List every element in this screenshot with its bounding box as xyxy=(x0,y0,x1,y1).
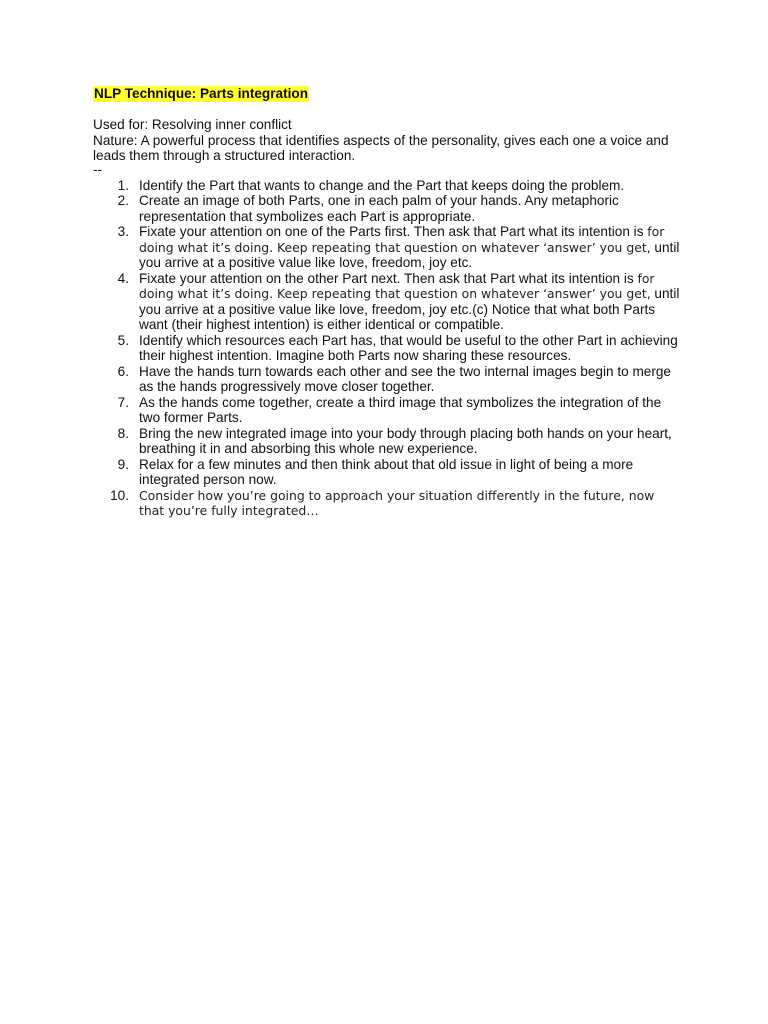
separator: -- xyxy=(93,161,103,177)
list-item xyxy=(93,178,683,194)
step-text xyxy=(139,224,683,271)
step-text-part: until you arrive at a positive value like love, freedom, joy etc.(c) Notice that what both Parts want (their highest intention) is either identical or compatible. xyxy=(139,286,680,332)
step-text: As the hands come together, create a third image that symbolizes the integration of the two former Parts. xyxy=(139,394,662,425)
used-for-line: Used for: Resolving inner conflict xyxy=(93,117,292,132)
step-text: Bring the new integrated image into your body through placing both hands on your heart, breathing it in and absorbing this whole new experience. xyxy=(139,425,672,456)
step-text: Consider how you’re going to approach your situation differently in the future, now that you’re fully integrated… xyxy=(139,487,655,518)
step-number: 3. xyxy=(117,224,129,239)
step-text-part: for doing what it’s doing. Keep repeating that question on whatever ‘answer’ you get, xyxy=(139,270,655,301)
step-number: 7. xyxy=(117,394,129,410)
list-item xyxy=(93,395,683,426)
step-text-part: until you arrive at a positive value like love, freedom, joy etc. xyxy=(139,239,680,270)
step-number: 5. xyxy=(117,332,129,348)
step-number: 8. xyxy=(117,425,129,441)
step-text: Identify which resources each Part has, that would be useful to the other Part in achieving their highest intention. Imagine both Parts now sharing these resources. xyxy=(139,332,678,363)
step-text-part: Fixate your attention on one of the Parts first. Then ask that Part what its intention is xyxy=(139,224,644,239)
list-item xyxy=(93,224,683,271)
step-text: Have the hands turn towards each other and see the two internal images begin to merge as the hands progressively move closer together. xyxy=(139,363,671,394)
step-text: Create an image of both Parts, one in each palm of your hands. Any metaphoric representation that symbolizes each Part is appropriate. xyxy=(139,193,619,224)
step-number: 10. xyxy=(110,487,129,503)
steps-list xyxy=(93,178,683,519)
list-item xyxy=(93,426,683,457)
list-item xyxy=(93,457,683,488)
step-text: Relax for a few minutes and then think about that old issue in light of being a more integrated person now. xyxy=(139,456,634,487)
nature-line: Nature: A powerful process that identifies aspects of the personality, gives each one a voice and leads them through a structured interaction. xyxy=(93,132,669,163)
step-number: 2. xyxy=(117,193,129,208)
document-page xyxy=(93,86,683,519)
document-title-wrap xyxy=(93,86,683,117)
step-number: 4. xyxy=(117,270,129,286)
step-number: 9. xyxy=(117,456,129,472)
document-title: NLP Technique: Parts integration xyxy=(94,86,309,101)
list-item xyxy=(93,193,683,224)
list-item xyxy=(93,333,683,364)
step-text: Identify the Part that wants to change and the Part that keeps doing the problem. xyxy=(139,177,625,193)
list-item xyxy=(93,364,683,395)
step-text xyxy=(139,271,683,333)
step-number: 6. xyxy=(117,363,129,379)
list-item xyxy=(93,271,683,333)
step-number: 1. xyxy=(117,177,129,193)
step-text-part: Fixate your attention on the other Part next. Then ask that Part what its intention is xyxy=(139,270,634,286)
step-text-part: for doing what it’s doing. Keep repeating that question on whatever ‘answer’ you get, xyxy=(139,224,665,255)
list-item xyxy=(93,488,683,519)
